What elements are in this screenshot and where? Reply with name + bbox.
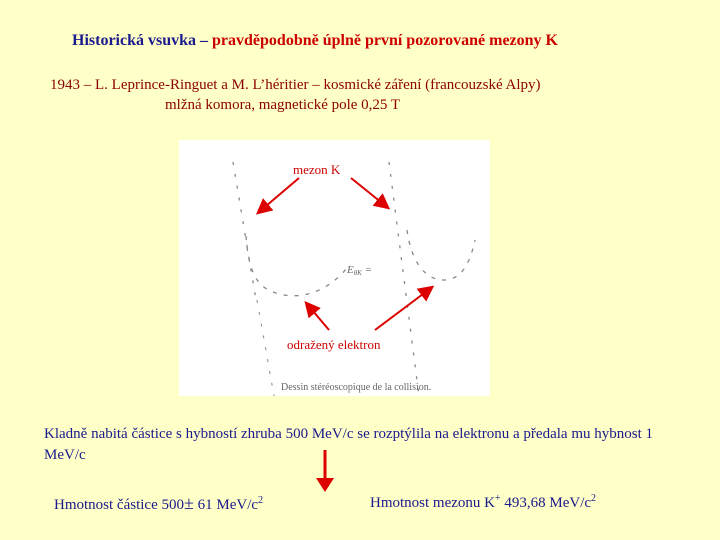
- right-curved-track: [407, 230, 475, 280]
- track-drawing-svg: [179, 140, 490, 396]
- description-paragraph: Kladně nabitá částice s hybností zhruba 500 MeV/c se rozptýlila na elektronu a předala mu hybnost 1 MeV/c: [44, 426, 653, 463]
- left-straight-track: [233, 162, 256, 300]
- arrow-to-right-kaon: [351, 178, 387, 207]
- left-curved-track: [246, 236, 349, 296]
- left-lower-track: [257, 300, 274, 396]
- label-kaon: mezon K: [293, 162, 341, 177]
- intro-line-1: 1943 – L. Leprince-Ringuet a M. L’héritier – kosmické záření (francouzské Alpy): [50, 77, 541, 93]
- right-straight-track: [389, 162, 419, 396]
- arrow-to-left-kaon: [259, 178, 299, 212]
- arrow-to-right-electron: [375, 288, 431, 330]
- cloud-chamber-drawing: [179, 140, 490, 396]
- label-recoil-electron: odražený elektron: [287, 337, 381, 352]
- title-part-kaons: pravděpodobně úplně první pozorované mezony K: [212, 32, 558, 49]
- energy-formula: EθK =: [347, 264, 373, 277]
- arrow-to-left-electron: [307, 304, 329, 330]
- drawing-caption: Dessin stéréoscopique de la collision.: [281, 382, 432, 393]
- down-arrow-icon: [314, 448, 336, 494]
- particle-mass: Hmotnost částice 500± 61 MeV/$c^2$: [54, 493, 264, 513]
- title-part-historical: Historická vsuvka –: [72, 32, 213, 49]
- intro-line-2: mlžná komora, magnetické pole 0,25 T: [165, 97, 401, 113]
- slide-title: [72, 32, 558, 50]
- kaon-mass: Hmotnost mezonu K+ 493,68 MeV/$c^2$: [370, 493, 597, 511]
